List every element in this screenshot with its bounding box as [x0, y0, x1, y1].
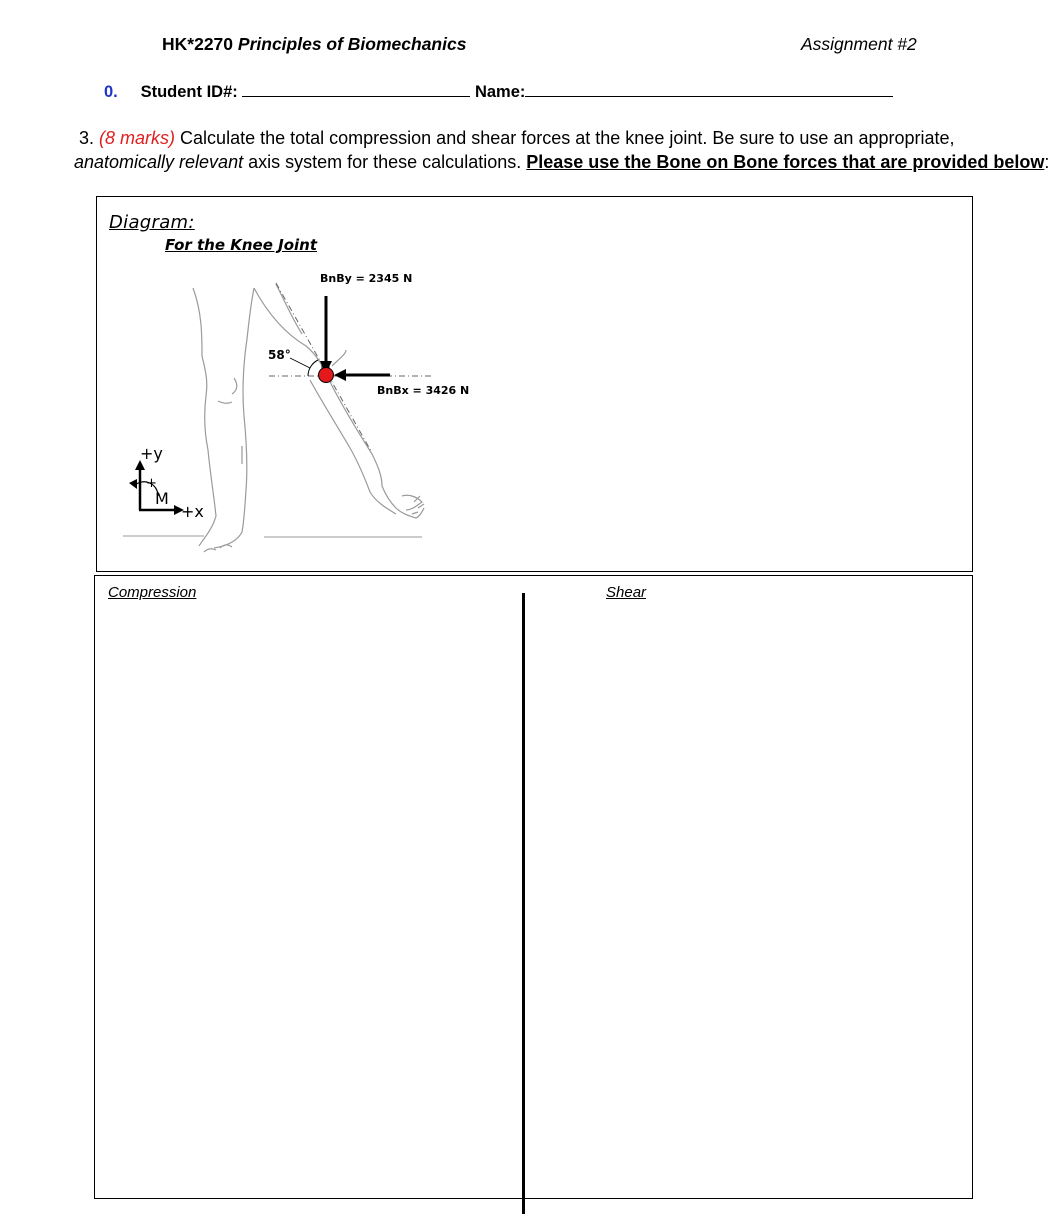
compression-answer-area[interactable]: [104, 606, 516, 1192]
course-name: Principles of Biomechanics: [237, 34, 467, 54]
student-id-label: Student ID#:: [140, 83, 238, 101]
question-emphasis: Please use the Bone on Bone forces that are provided below: [526, 152, 1045, 172]
name-field[interactable]: [525, 81, 893, 97]
compression-heading: Compression: [108, 584, 197, 601]
course-title: [162, 34, 466, 55]
force-x-arrowhead: [334, 369, 346, 381]
knee-joint-marker: [319, 368, 334, 383]
diagram-title: Diagram:: [109, 212, 195, 233]
force-y-label: BnBy = 2345 N: [320, 272, 413, 285]
question-number: 3.: [79, 128, 95, 148]
question-end-punct: :: [1044, 152, 1049, 172]
axis-y-label: +y: [140, 444, 163, 463]
question-text-1: Calculate the total compression and shear forces at the knee joint. Be sure to use an appropriate,: [180, 128, 955, 148]
knee-diagram: [96, 196, 971, 570]
diagram-subtitle: For the Knee Joint: [165, 236, 317, 254]
angle-pointer: [290, 358, 310, 368]
shear-answer-area[interactable]: [532, 606, 966, 1192]
question-line-1: [79, 128, 955, 149]
name-label: Name:: [474, 83, 526, 101]
moment-label: M: [155, 489, 169, 508]
force-x-label: BnBx = 3426 N: [377, 384, 470, 397]
question-line-2: [74, 152, 1049, 173]
angle-label: 58°: [268, 348, 291, 362]
student-info-row: [104, 81, 893, 102]
answer-divider: [522, 593, 525, 1214]
assignment-label: Assignment #2: [801, 34, 917, 54]
student-id-field[interactable]: [242, 81, 470, 97]
shear-heading: Shear: [606, 584, 647, 601]
item-number: 0.: [104, 83, 118, 101]
question-italic-phrase: anatomically relevant: [74, 152, 244, 172]
question-text-2: axis system for these calculations.: [248, 152, 522, 172]
moment-sign: +: [146, 476, 157, 491]
course-code: HK*2270: [162, 34, 234, 54]
question-marks: (8 marks): [99, 128, 176, 148]
moment-arrowhead: [129, 479, 137, 489]
bent-leg: [254, 284, 424, 518]
axis-x-label: +x: [181, 502, 204, 521]
